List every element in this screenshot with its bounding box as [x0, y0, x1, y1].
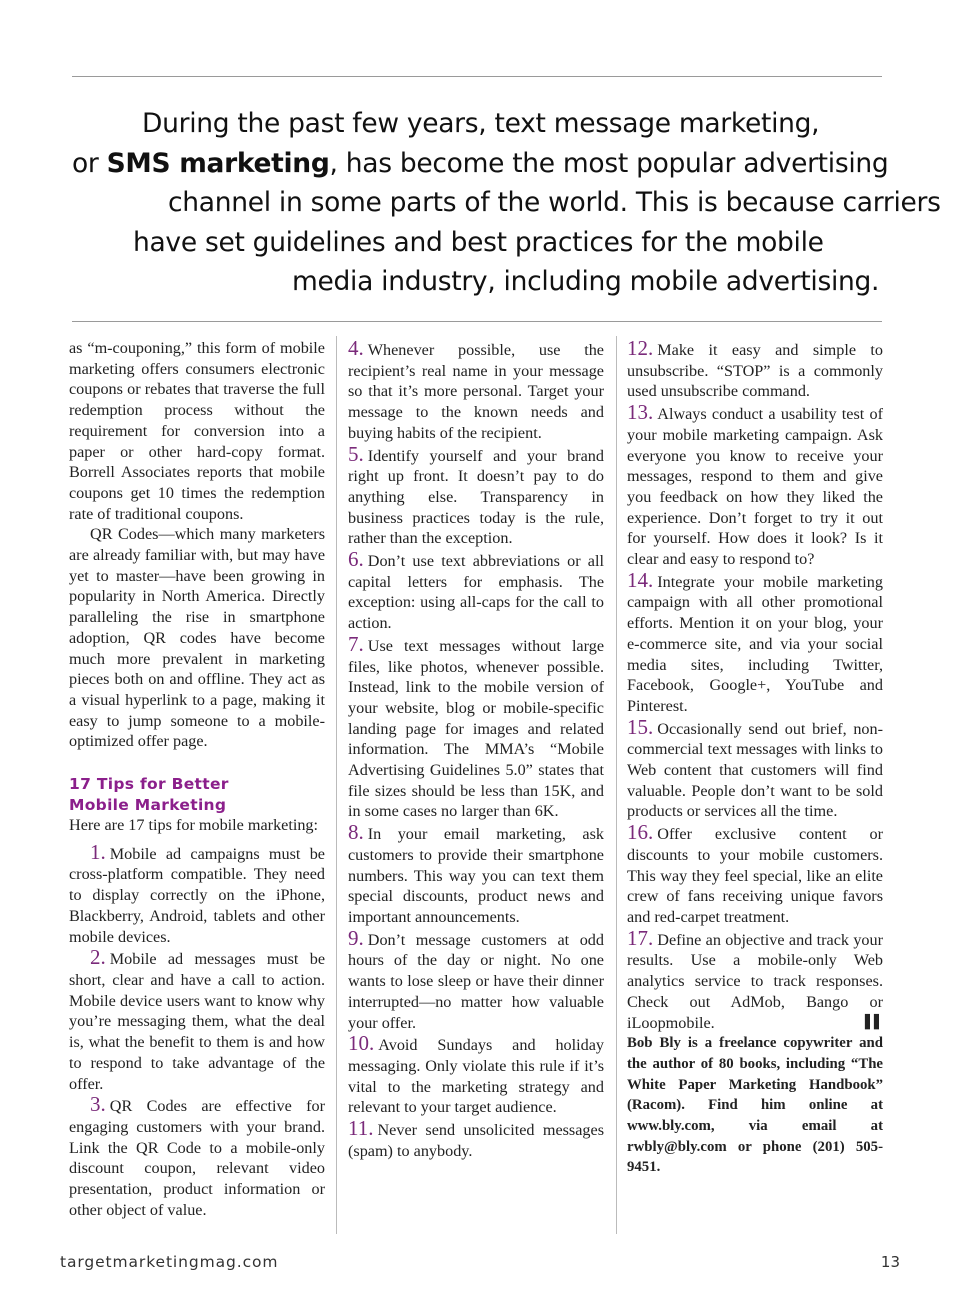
tip-item: 1. Mobile ad campaigns must be cross-platform compatible. They need to display correctly on the iPhone, Blackberry, Android, tablets and other mobile devices.: [69, 839, 325, 946]
body-paragraph: QR Codes—which many marketers are already familiar with, but may have yet to master—have been growing in popularity in North America. Directly paralleling the rise in smartphone adoption, QR codes have become much more prevalent in marketing pieces both on and offline. They act as a visual hyperlink to a page, making it easy to jump someone to a mobile-optimized offer page.: [69, 525, 325, 751]
tip-item: 13. Always conduct a usability test of your mobile marketing campaign. Ask everyone you know to receive your messages, respond to them and give you feedback on how they liked the experience. Don’t forget to try it out for yourself. How does it look? Is it clear and easy to respond to?: [627, 400, 883, 569]
tip-number: 16.: [627, 820, 654, 845]
tip-number: 3.: [90, 1092, 106, 1117]
pull-quote-line: During the past few years, text message marketing,: [142, 108, 820, 139]
end-mark-icon: ▌▌: [865, 1014, 883, 1030]
tip-number: 17.: [627, 925, 654, 950]
tip-number: 1.: [90, 839, 106, 864]
tip-item: 14. Integrate your mobile marketing campaign with all other promotional efforts. Mention it on your blog, your e-commerce site, and via your social media sites, including Twitter, Facebook, Google+, YouTube and Pinterest.: [627, 567, 883, 715]
pull-quote-line: media industry, including mobile advertising.: [292, 266, 880, 297]
tip-number: 8.: [348, 820, 364, 845]
tip-item: 3. QR Codes are effective for engaging customers with your brand. Link the QR Code to a mobile-only discount coupon, relevant video presentation, product information or other object of value.: [69, 1092, 325, 1219]
body-paragraph: as “m-couponing,” this form of mobile marketing offers consumers electronic coupons or rebates that traverse the full redemption process without the requirement for conversion into a paper or other hard-copy format. Borrell Associates reports that mobile coupons get 10 times the redemption rate of traditional coupons.: [69, 339, 325, 523]
tip-item: 7. Use text messages without large files, like photos, whenever possible. Instead, link to the mobile version of your website, blog or mobile-specific landing page for images and related information. The MMA’s “Mobile Advertising Guidelines 5.0” states that file sizes should be less than 15K, and in some cases no larger than 6K.: [348, 631, 604, 821]
tip-item: 6. Don’t use text abbreviations or all capital letters for emphasis. The exception: using all-caps for the call to action.: [348, 547, 604, 633]
tip-number: 13.: [627, 400, 654, 425]
pull-quote: [60, 104, 941, 302]
sms-marketing-emphasis: SMS marketing: [106, 147, 330, 179]
section-rule: [72, 321, 882, 322]
page-number: 13: [880, 1253, 900, 1271]
top-rule: [72, 76, 882, 77]
article-column-3: [627, 338, 883, 1178]
pull-quote-line: have set guidelines and best practices for the mobile: [133, 226, 824, 258]
tip-number: 4.: [348, 336, 364, 360]
tip-item: 9. Don’t message customers at odd hours of the day or night. No one wants to lose sleep or have their dinner interrupted—no matter how valuable your offer.: [348, 925, 604, 1032]
tip-number: 2.: [90, 945, 106, 970]
tip-number: 12.: [627, 336, 654, 360]
author-bio: Bob Bly is a freelance copywriter and the author of 80 books, including “The White Paper Marketing Handbook” (Racom). Find him online at www.bly.com, via email at rwbly@bly.com or phone (201) 505-9451.: [627, 1035, 883, 1176]
tip-item: 15. Occasionally send out brief, non-commercial text messages with links to Web content that customers will find valuable. People don’t want to be sold products or services all the time.: [627, 714, 883, 821]
pull-quote-line: or SMS marketing, has become the most popular advertising: [72, 147, 889, 179]
tip-number: 7.: [348, 631, 364, 656]
tip-item: 17. Define an objective and track your results. Use a mobile-only Web analytics service to track responses. Check out AdMob, Bango or iLoopmobile. ▌▌: [627, 925, 883, 1032]
tip-number: 15.: [627, 714, 654, 739]
tip-number: 10.: [348, 1031, 375, 1056]
tip-item: 5. Identify yourself and your brand right up front. It doesn’t pay to do anything else. Transparency in business practices today is the rule, rather than the exception.: [348, 441, 604, 548]
article-column-1: [69, 338, 325, 1220]
tip-number: 5.: [348, 441, 364, 466]
tip-item: 8. In your email marketing, ask customers to provide their smartphone numbers. This way you can text them special discounts, product news and important announcements.: [348, 820, 604, 926]
article-column-2: [348, 338, 604, 1161]
footer-site-url: targetmarketingmag.com: [60, 1253, 279, 1271]
tip-item: 10. Avoid Sundays and holiday messaging. Only violate this rule if it’s vital to the marketing strategy and relevant to your target audience.: [348, 1031, 604, 1117]
tip-item: 2. Mobile ad messages must be short, clear and have a call to action. Mobile device users want to know why you’re messaging them, what the deal is, what the benefit to them is and how to respond to take advantage of the offer.: [69, 945, 325, 1093]
tip-number: 11.: [348, 1116, 374, 1141]
tip-number: 6.: [348, 547, 364, 572]
tip-item: 16. Offer exclusive content or discounts to your mobile customers. This way they feel special, like an elite crew of fans receiving unique favors and red-carpet treatment.: [627, 820, 883, 926]
tip-item: 4. Whenever possible, use the recipient’s real name in your message so that it’s more personal. Target your message to the known needs and buying habits of the recipient.: [348, 336, 604, 442]
section-heading: 17 Tips for Better Mobile Marketing: [69, 775, 229, 814]
tip-item: 11. Never send unsolicited messages (spam) to anybody.: [348, 1116, 604, 1160]
tip-item: 12. Make it easy and simple to unsubscribe. “STOP” is a commonly used unsubscribe command.: [627, 336, 883, 401]
tip-number: 9.: [348, 925, 364, 950]
tip-number: 14.: [627, 567, 654, 592]
column-divider: [336, 336, 337, 1234]
tips-lead: Here are 17 tips for mobile marketing:: [69, 816, 319, 835]
column-divider: [616, 336, 617, 1234]
pull-quote-line: channel in some parts of the world. This is because carriers: [168, 187, 941, 218]
